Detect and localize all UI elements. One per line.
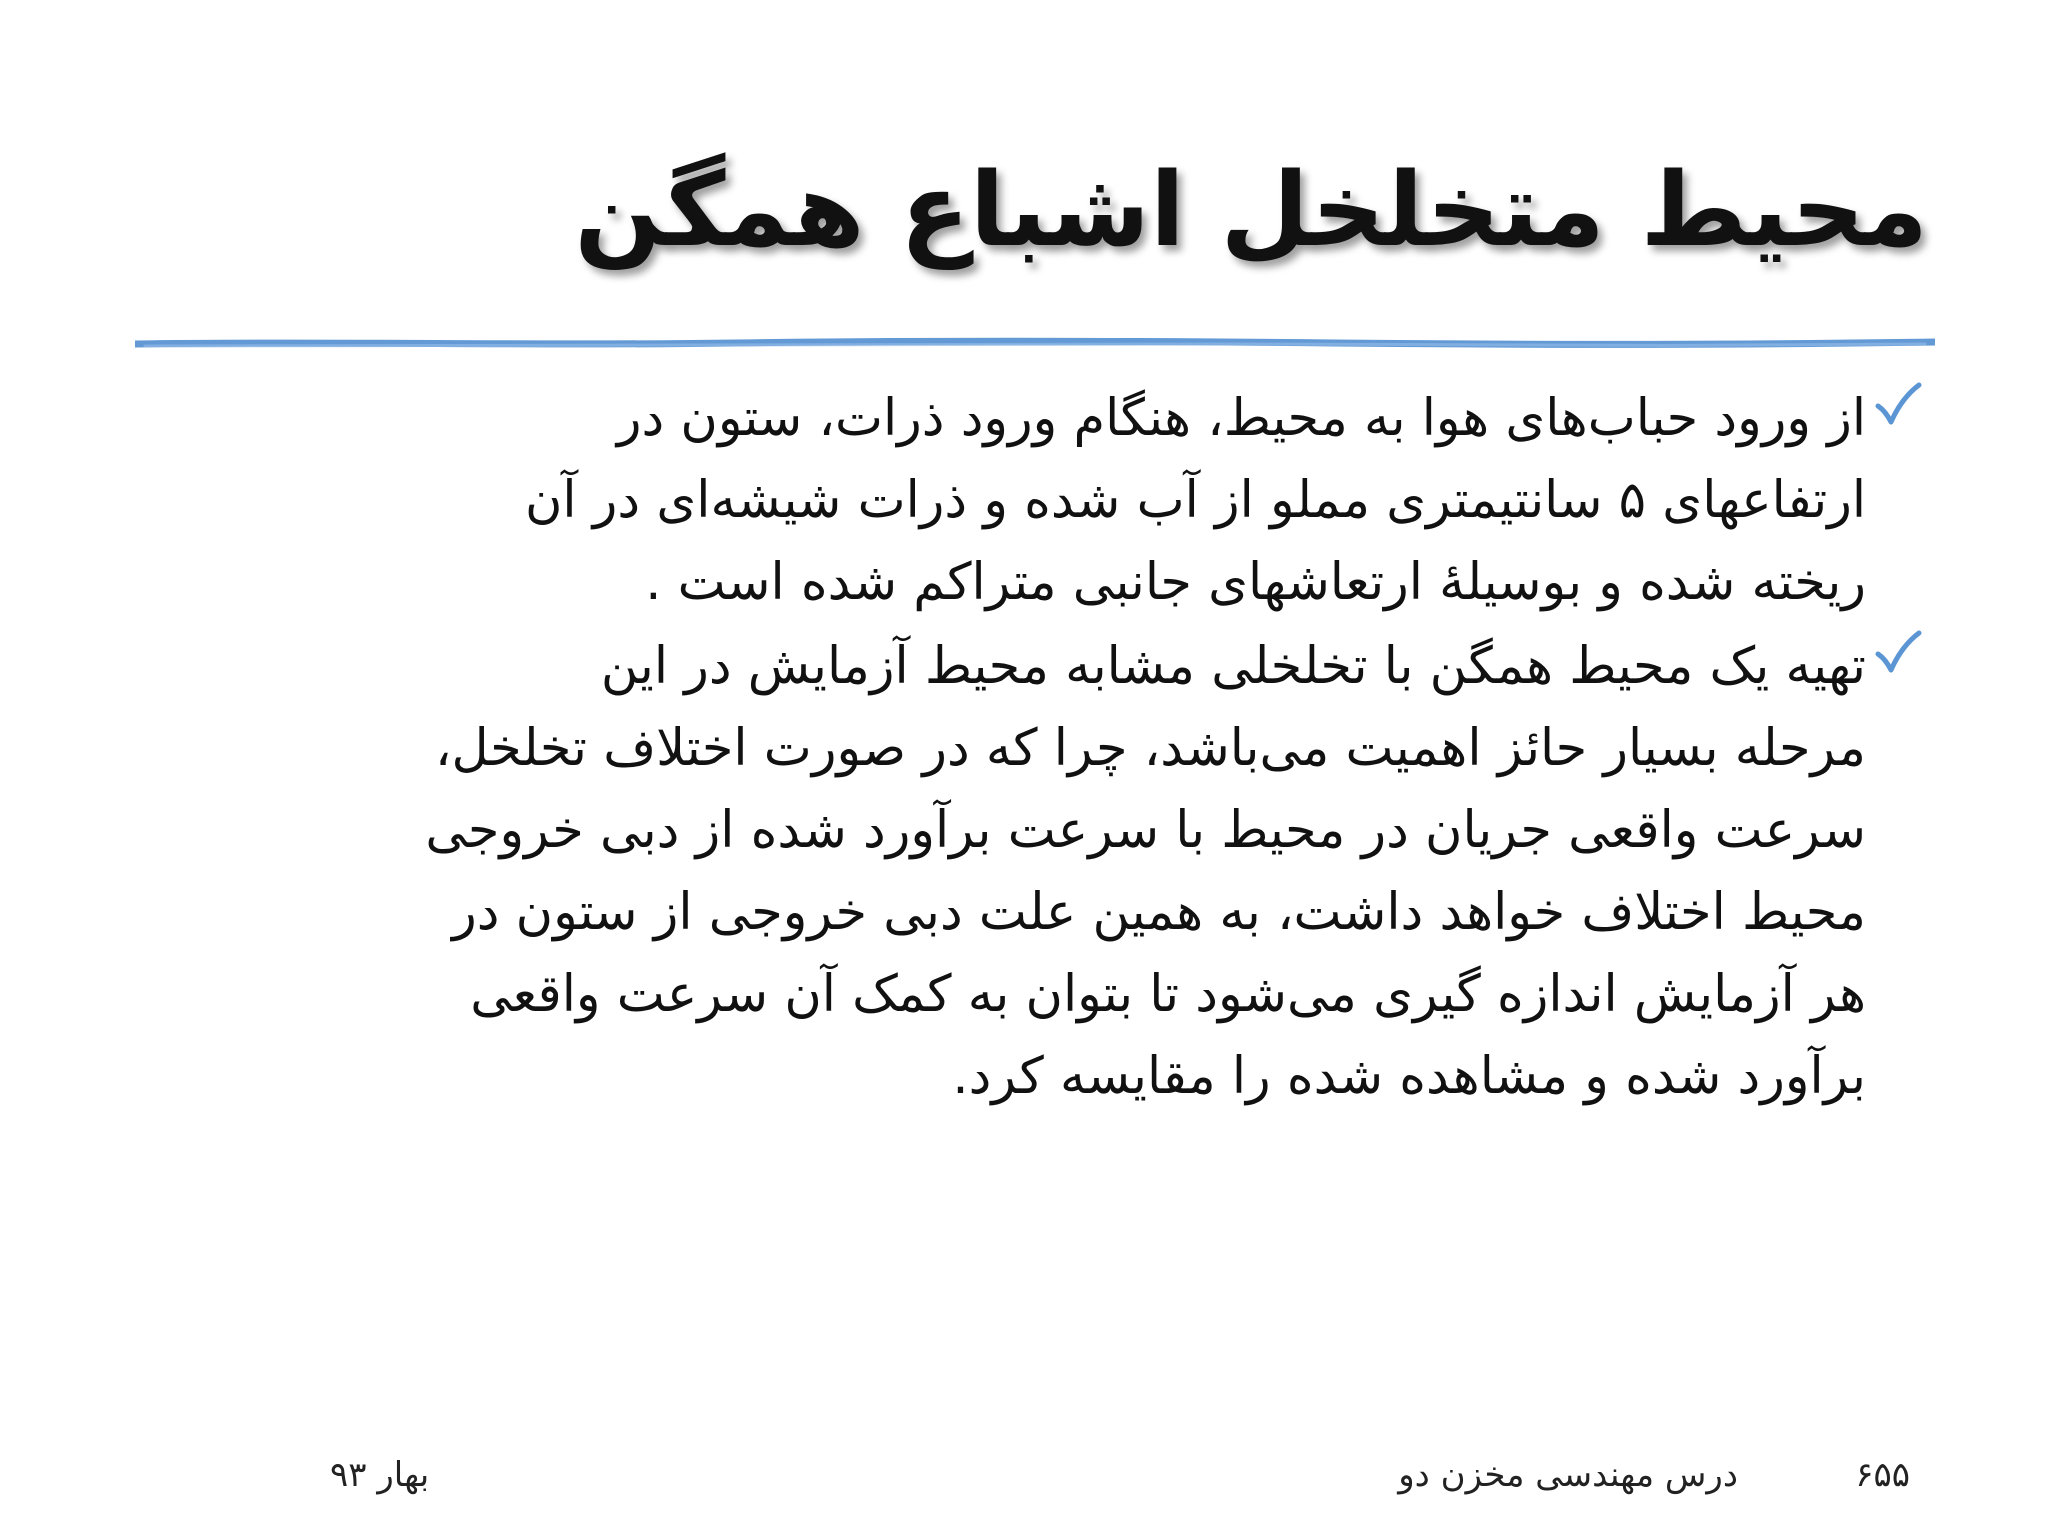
bullet-line: سرعت واقعی جریان در محیط با سرعت برآورد شده از دبی خروجی [425, 801, 1866, 860]
bullet-list [166, 378, 1866, 1120]
check-icon [1874, 630, 1922, 674]
bullet-line: از ورود حباب‌های هوا به محیط، هنگام ورود ذرات، ستون در [616, 389, 1866, 448]
title-divider [135, 337, 1935, 349]
bullet-line: محیط اختلاف خواهد داشت، به همین علت دبی خروجی از ستون در [452, 883, 1866, 942]
footer-semester: بهار ۹۳ [330, 1455, 430, 1495]
bullet-item [166, 626, 1866, 1118]
bullet-text [166, 378, 1866, 624]
footer-page-number: ۶۵۵ [1855, 1455, 1910, 1495]
bullet-line: برآورد شده و مشاهده شده را مقایسه کرد. [952, 1047, 1866, 1106]
bullet-text [166, 626, 1866, 1118]
slide-title: محیط متخلخل اشباع همگن [574, 151, 1928, 270]
footer-course-name: درس مهندسی مخزن دو [1398, 1455, 1738, 1495]
check-icon [1874, 382, 1922, 426]
bullet-line: هر آزمایش اندازه گیری می‌شود تا بتوان به کمک آن سرعت واقعی [470, 965, 1866, 1024]
bullet-line: مرحله بسیار حائز اهمیت می‌باشد، چرا که در صورت اختلاف تخلخل، [435, 719, 1866, 778]
bullet-line: ارتفاعهای ۵ سانتیمتری مملو از آب شده و ذرات شیشه‌ای در آن [524, 471, 1866, 530]
bullet-line: ریخته شده و بوسیلهٔ ارتعاشهای جانبی متراکم شده است . [645, 553, 1866, 612]
bullet-item [166, 378, 1866, 624]
bullet-line: تهیه یک محیط همگن با تخلخلی مشابه محیط آزمایش در این [600, 637, 1866, 696]
